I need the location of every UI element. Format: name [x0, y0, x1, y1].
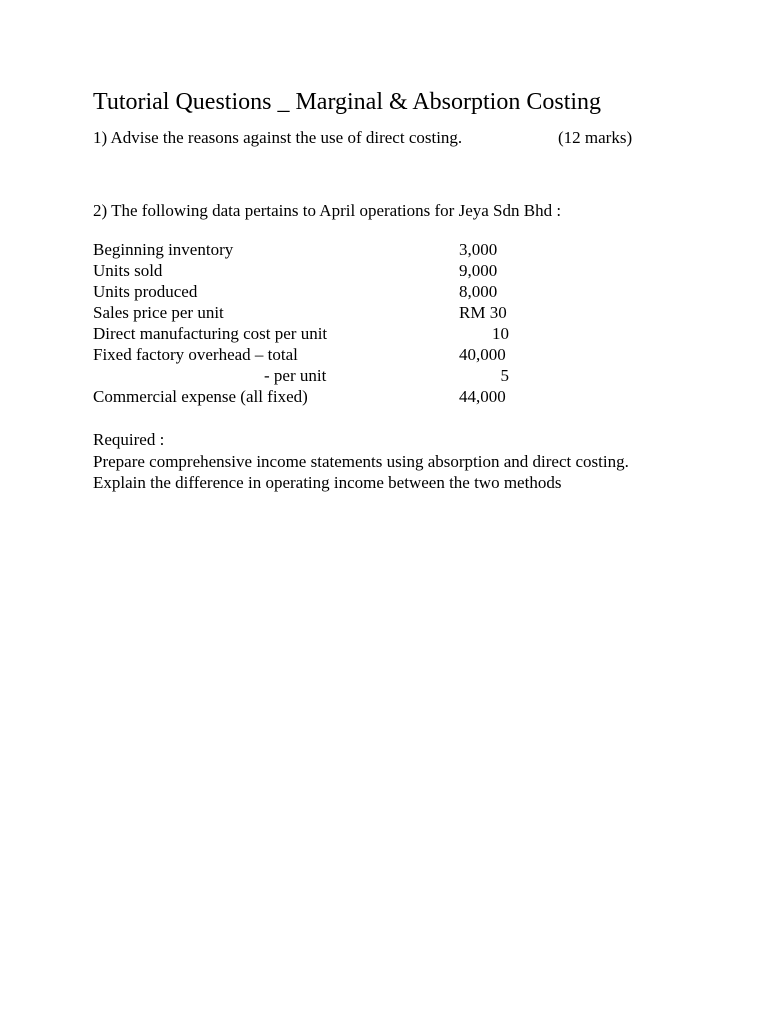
table-row — [93, 260, 513, 281]
document-title: Tutorial Questions _ Marginal & Absorption Costing — [93, 89, 602, 115]
row-value-direct-manufacturing-cost: 10 — [492, 324, 509, 343]
table-row — [93, 386, 513, 407]
table-row — [93, 302, 513, 323]
row-value-sales-price: RM 30 — [459, 303, 507, 322]
row-value-fixed-overhead-total: 40,000 — [459, 345, 506, 364]
row-value-fixed-overhead-per-unit: 5 — [500, 366, 509, 385]
table-row — [93, 344, 513, 365]
row-value-commercial-expense: 44,000 — [459, 387, 506, 406]
row-value-units-produced: 8,000 — [459, 282, 498, 301]
row-value-beginning-inventory: 3,000 — [459, 240, 498, 259]
table-row — [93, 239, 513, 260]
row-value-units-sold: 9,000 — [459, 261, 498, 280]
row-label-commercial-expense: Commercial expense (all fixed) — [93, 387, 308, 406]
question-2-intro: 2) The following data pertains to April operations for Jeya Sdn Bhd : — [93, 201, 562, 220]
row-label-fixed-overhead-total: Fixed factory overhead – total — [93, 345, 298, 364]
row-label-beginning-inventory: Beginning inventory — [93, 240, 234, 259]
instruction-line-2: Explain the difference in operating income between the two methods — [93, 473, 562, 492]
instruction-line-1: Prepare comprehensive income statements using absorption and direct costing. — [93, 452, 629, 471]
table-row — [93, 323, 513, 344]
table-row — [93, 281, 513, 302]
row-label-fixed-overhead-per-unit: - per unit — [264, 366, 327, 385]
row-label-units-produced: Units produced — [93, 282, 198, 301]
question-1-text: 1) Advise the reasons against the use of direct costing. — [93, 128, 463, 147]
row-label-direct-manufacturing-cost: Direct manufacturing cost per unit — [93, 324, 328, 343]
row-label-units-sold: Units sold — [93, 261, 163, 280]
required-label: Required : — [93, 430, 165, 449]
row-label-sales-price: Sales price per unit — [93, 303, 224, 322]
table-row — [93, 365, 513, 386]
data-table — [93, 239, 513, 407]
question-1-marks: (12 marks) — [558, 128, 633, 147]
